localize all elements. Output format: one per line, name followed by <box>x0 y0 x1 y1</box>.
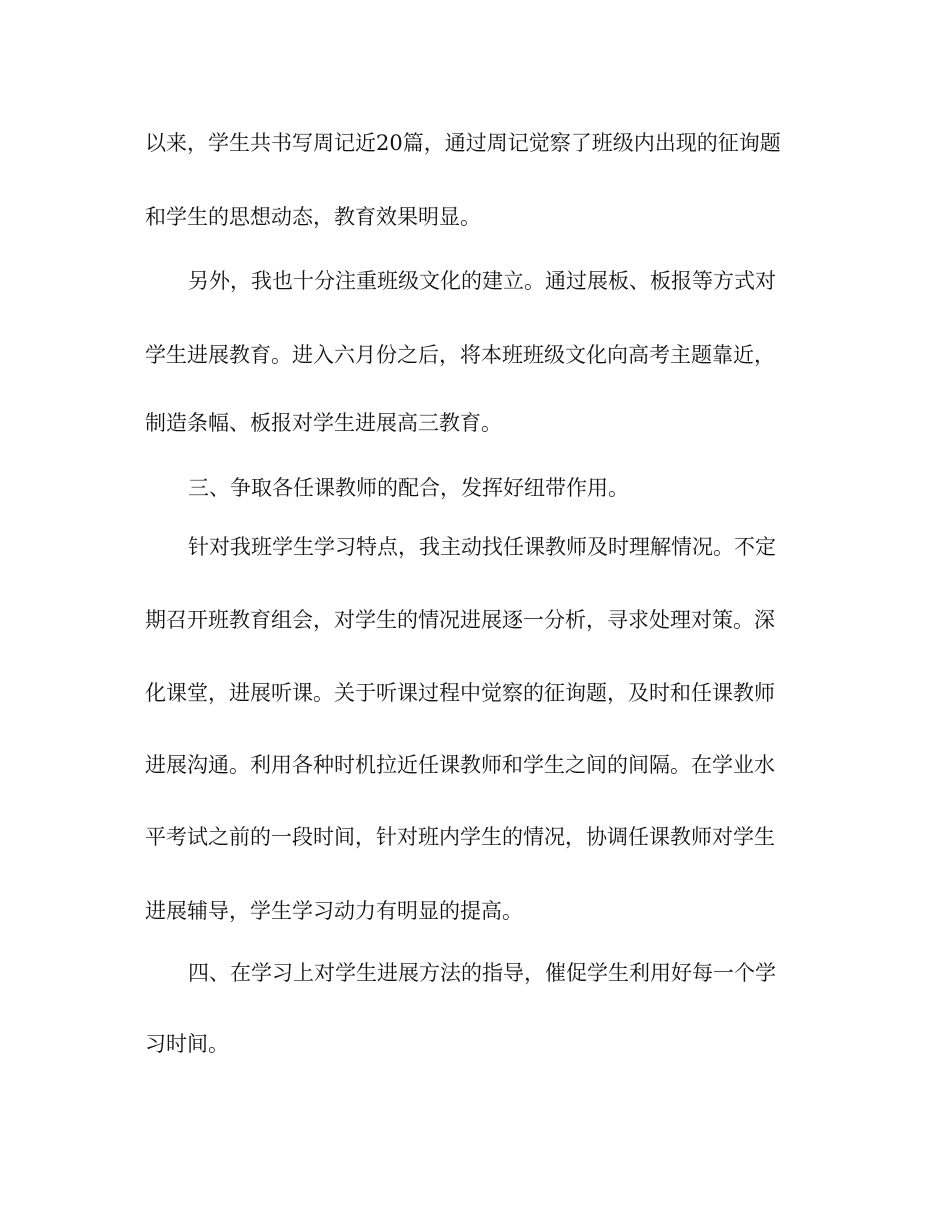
paragraph-line: 进展辅导，学生学习动力有明显的提高。 <box>145 899 523 923</box>
paragraph-line: 制造条幅、板报对学生进展高三教育。 <box>145 411 502 435</box>
paragraph-line: 和学生的思想动态，教育效果明显。 <box>145 205 481 229</box>
paragraph-line: 习时间。 <box>145 1032 229 1056</box>
paragraph-line: 化课堂，进展听课。关于听课过程中觉察的征询题，及时和任课教师 <box>145 681 775 705</box>
paragraph-line: 学生进展教育。进入六月份之后，将本班班级文化向高考主题靠近， <box>145 343 775 367</box>
paragraph-line: 期召开班教育组会，对学生的情况进展逐一分析，寻求处理对策。深 <box>145 608 775 632</box>
paragraph-line: 平考试之前的一段时间，针对班内学生的情况，协调任课教师对学生 <box>145 825 775 849</box>
paragraph-line: 针对我班学生学习特点，我主动找任课教师及时理解情况。不定 <box>188 535 776 559</box>
paragraph-line: 以来，学生共书写周记近20篇，通过周记觉察了班级内出现的征询题 <box>145 131 781 155</box>
section-heading: 三、争取各任课教师的配合，发挥好纽带作用。 <box>188 476 629 500</box>
section-heading: 四、在学习上对学生进展方法的指导，催促学生利用好每一个学 <box>188 961 776 985</box>
paragraph-line: 进展沟通。利用各种时机拉近任课教师和学生之间的间隔。在学业水 <box>145 753 775 777</box>
paragraph-line: 另外，我也十分注重班级文化的建立。通过展板、板报等方式对 <box>188 269 776 293</box>
